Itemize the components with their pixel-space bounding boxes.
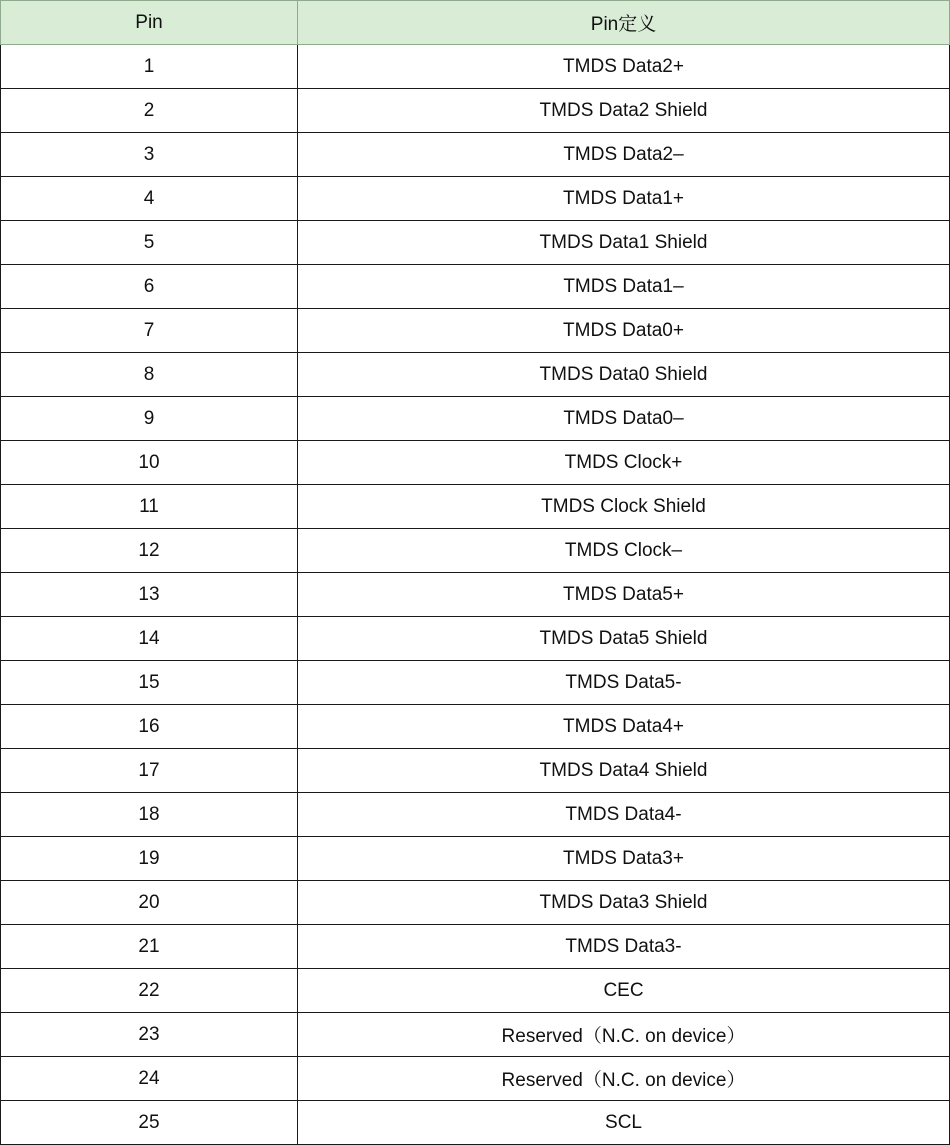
pin-number-cell: 14 <box>1 617 298 661</box>
pin-definition-cell: TMDS Data1+ <box>298 177 950 221</box>
pin-number-cell: 3 <box>1 133 298 177</box>
pin-definition-cell: TMDS Data0– <box>298 397 950 441</box>
pin-number-cell: 16 <box>1 705 298 749</box>
table-row <box>1 1101 950 1145</box>
pin-number-cell: 10 <box>1 441 298 485</box>
table-row <box>1 529 950 573</box>
pin-definition-cell: TMDS Data2 Shield <box>298 89 950 133</box>
pin-number-cell: 18 <box>1 793 298 837</box>
pin-number-cell: 6 <box>1 265 298 309</box>
pin-definition-cell: TMDS Data1– <box>298 265 950 309</box>
table-row <box>1 397 950 441</box>
table-row <box>1 925 950 969</box>
table-row <box>1 881 950 925</box>
table-row <box>1 221 950 265</box>
pin-definition-cell: SCL <box>298 1101 950 1145</box>
pin-definition-cell: Reserved（N.C. on device） <box>298 1057 950 1101</box>
table-row <box>1 89 950 133</box>
pin-definition-cell: TMDS Data0 Shield <box>298 353 950 397</box>
pin-number-cell: 25 <box>1 1101 298 1145</box>
pin-number-cell: 4 <box>1 177 298 221</box>
pin-definition-cell: TMDS Data2– <box>298 133 950 177</box>
table-row <box>1 793 950 837</box>
pin-definition-cell: TMDS Data5 Shield <box>298 617 950 661</box>
pin-definition-cell: CEC <box>298 969 950 1013</box>
pin-number-cell: 7 <box>1 309 298 353</box>
pin-number-cell: 15 <box>1 661 298 705</box>
pin-number-cell: 11 <box>1 485 298 529</box>
table-row <box>1 485 950 529</box>
pin-definition-cell: TMDS Clock+ <box>298 441 950 485</box>
table-row <box>1 617 950 661</box>
table-row <box>1 749 950 793</box>
table-row <box>1 177 950 221</box>
table-row <box>1 353 950 397</box>
table-row <box>1 661 950 705</box>
pin-number-cell: 22 <box>1 969 298 1013</box>
column-header-pin-definition: Pin定义 <box>298 1 950 45</box>
table-row <box>1 705 950 749</box>
table-row <box>1 1057 950 1101</box>
pin-number-cell: 19 <box>1 837 298 881</box>
pin-number-cell: 12 <box>1 529 298 573</box>
pin-definition-cell: TMDS Data4+ <box>298 705 950 749</box>
table-row <box>1 573 950 617</box>
table-row <box>1 45 950 89</box>
pin-number-cell: 8 <box>1 353 298 397</box>
pin-definition-cell: TMDS Data0+ <box>298 309 950 353</box>
header-row <box>1 1 950 45</box>
pin-number-cell: 2 <box>1 89 298 133</box>
pin-number-cell: 17 <box>1 749 298 793</box>
pin-definition-cell: TMDS Data5+ <box>298 573 950 617</box>
pin-number-cell: 5 <box>1 221 298 265</box>
pin-definition-cell: TMDS Data5- <box>298 661 950 705</box>
pin-definition-cell: TMDS Data2+ <box>298 45 950 89</box>
pin-number-cell: 9 <box>1 397 298 441</box>
table-row <box>1 837 950 881</box>
pin-definition-cell: TMDS Data3- <box>298 925 950 969</box>
pin-definition-cell: TMDS Data3+ <box>298 837 950 881</box>
pin-number-cell: 23 <box>1 1013 298 1057</box>
pin-definition-cell: Reserved（N.C. on device） <box>298 1013 950 1057</box>
table-body <box>1 45 950 1145</box>
table-row <box>1 441 950 485</box>
table-row <box>1 265 950 309</box>
pin-definition-cell: TMDS Clock– <box>298 529 950 573</box>
pin-number-cell: 20 <box>1 881 298 925</box>
table-row <box>1 309 950 353</box>
pin-definition-cell: TMDS Data4 Shield <box>298 749 950 793</box>
pin-definition-cell: TMDS Clock Shield <box>298 485 950 529</box>
pin-definition-cell: TMDS Data1 Shield <box>298 221 950 265</box>
column-header-pin: Pin <box>1 1 298 45</box>
pin-number-cell: 21 <box>1 925 298 969</box>
pin-definition-cell: TMDS Data4- <box>298 793 950 837</box>
pin-number-cell: 24 <box>1 1057 298 1101</box>
table-header <box>1 1 950 45</box>
pin-number-cell: 1 <box>1 45 298 89</box>
table-row <box>1 133 950 177</box>
table-row <box>1 1013 950 1057</box>
pin-number-cell: 13 <box>1 573 298 617</box>
table-row <box>1 969 950 1013</box>
pin-definition-cell: TMDS Data3 Shield <box>298 881 950 925</box>
